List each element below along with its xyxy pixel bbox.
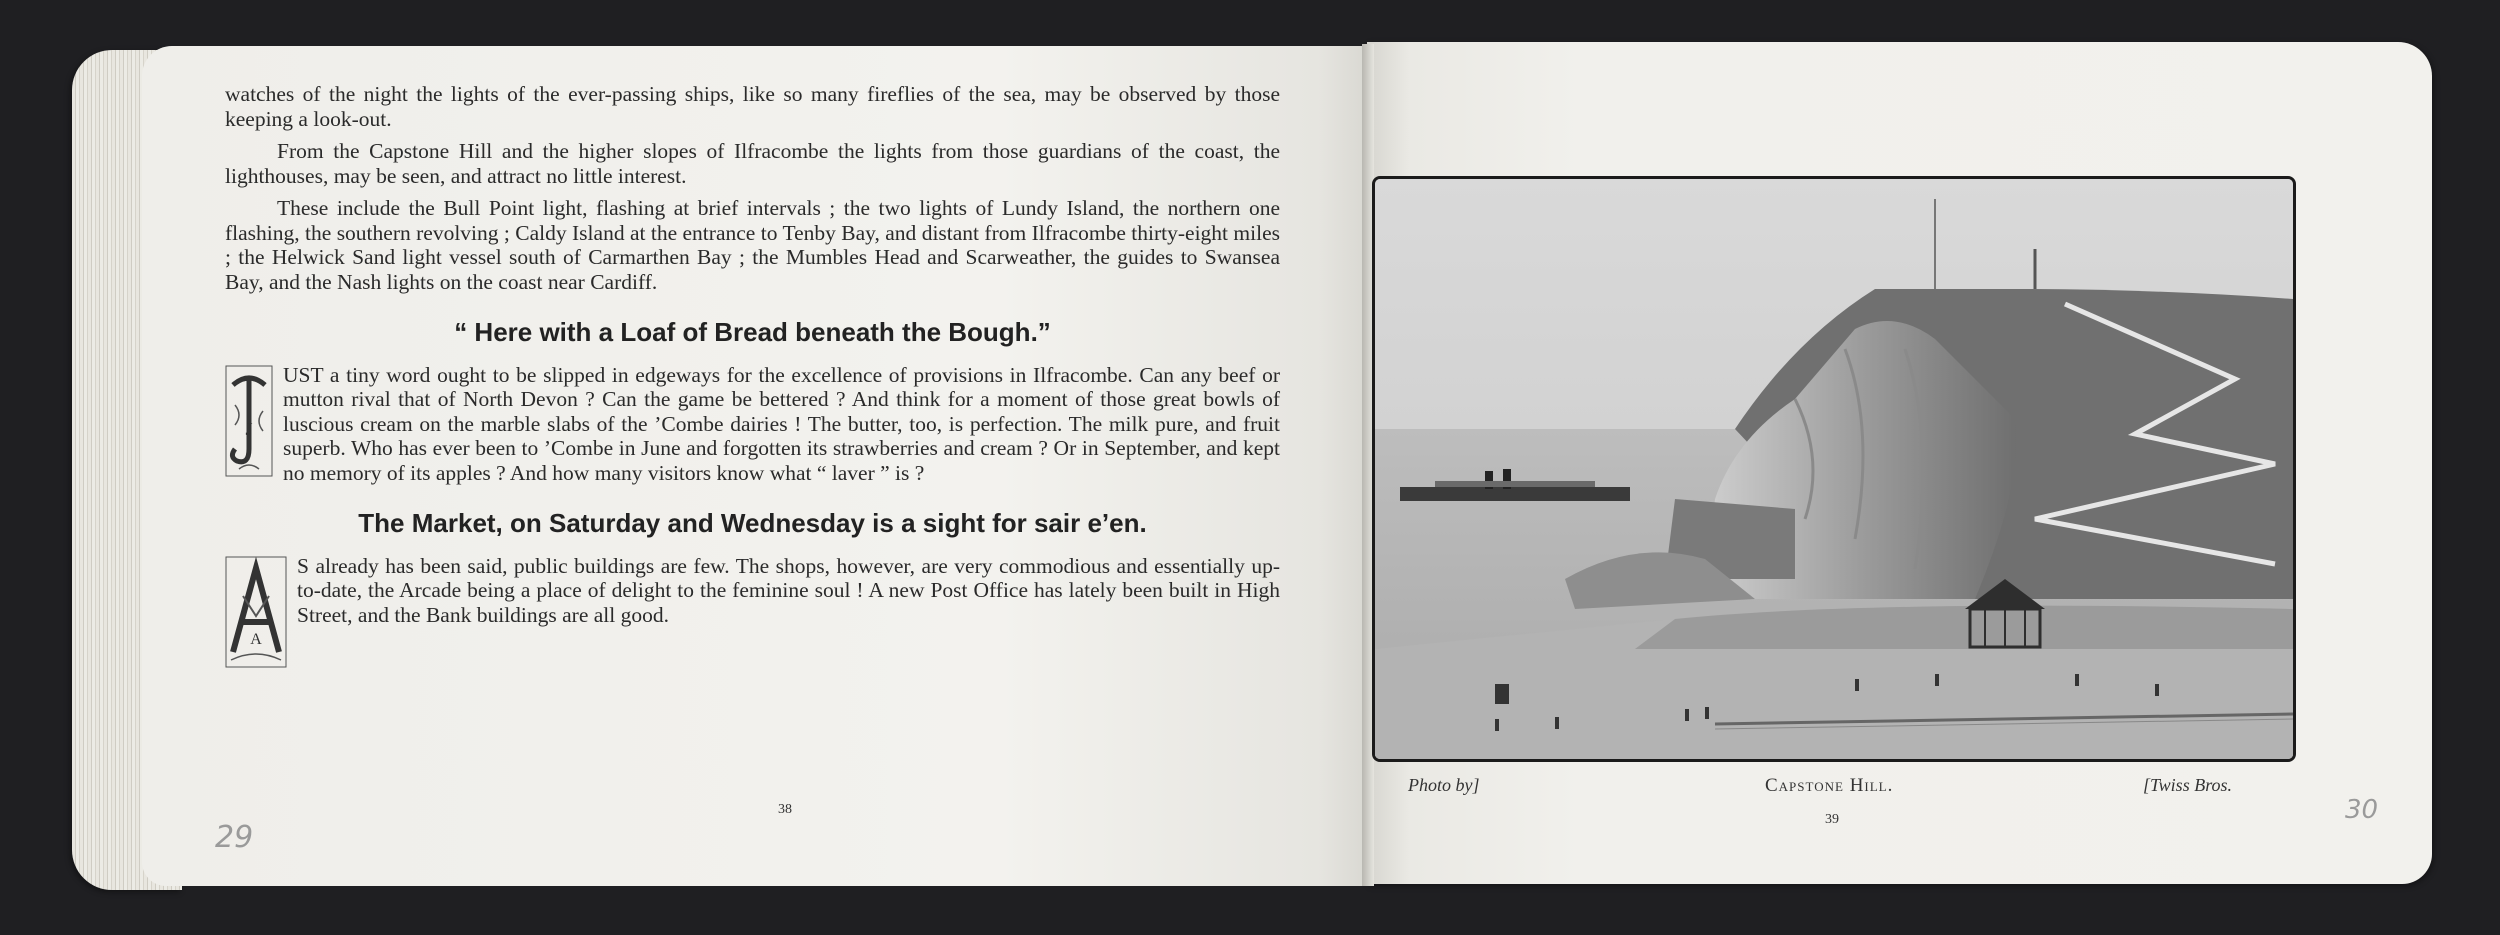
left-page-text xyxy=(225,82,1280,668)
paragraph-2: From the Capstone Hill and the higher slopes of Ilfracombe the lights from those guardians of the coast, the lighthouses, may be seen, and attract no little interest. xyxy=(225,139,1280,188)
section-market xyxy=(225,553,1280,648)
dropcap-a-icon xyxy=(225,556,287,668)
caption-photo-by: Photo by] xyxy=(1408,775,1480,795)
dropcap-j-icon xyxy=(225,365,273,477)
section-provisions xyxy=(225,363,1280,486)
dropcap-a-letter: A xyxy=(250,630,262,648)
dropcap-j-letter: J xyxy=(245,418,253,439)
caption-photographer: [Twiss Bros. xyxy=(2143,775,2233,795)
caption-title: Capstone Hill. xyxy=(1765,775,1894,796)
paragraph-3: These include the Bull Point light, flashing at brief intervals ; the two lights of Lundy Island, the northern one flashing, the southern revolving ; Caldy Island at the entrance to Tenby Bay, and distant from Ilfracombe thirty-eight miles ; the Helwick Sand light vessel south of Carmarthen Bay ; the Mumbles Head and Scarweather, the guides to Swansea Bay, and the Nash lights on the coast near Cardiff. xyxy=(225,196,1280,294)
pencil-number-left: 29 xyxy=(215,820,254,855)
paragraph-1: watches of the night the lights of the ever-passing ships, like so many fireflies of the sea, may be observed by those keeping a look-out. xyxy=(225,82,1280,131)
section-market-text: S already has been said, public buildings are few. The shops, however, are very commodious and essentially up-to-date, the Arcade being a place of delight to the feminine soul ! A new Post Office has lately been built in High Street, and the Bank buildings are all good. xyxy=(297,553,1280,627)
page-number-right: 39 xyxy=(1825,812,1839,827)
heading-loaf-of-bread: “ Here with a Loaf of Bread beneath the Bough.” xyxy=(454,317,1051,347)
photo-illustration xyxy=(1375,179,2293,759)
section-provisions-text: UST a tiny word ought to be slipped in edgeways for the excellence of provisions in Ilfracombe. Can any beef or mutton rival that of North Devon ? Can the game be bettered ? And think for a moment of those great bowls of luscious cream on the marble slabs of the ’Combe dairies ! The butter, too, is perfection. The milk pure, and fruit superb. Who has ever been to ’Combe in June and forgotten its strawberries and cream ? Or in September, and kept no memory of its apples ? And how many visitors know what “ laver ” is ? xyxy=(283,362,1280,485)
pencil-number-right: 30 xyxy=(2345,795,2379,825)
capstone-hill-photo xyxy=(1372,176,2296,762)
heading-market: The Market, on Saturday and Wednesday is a sight for sair e’en. xyxy=(358,508,1147,538)
page-number-left: 38 xyxy=(778,802,792,817)
